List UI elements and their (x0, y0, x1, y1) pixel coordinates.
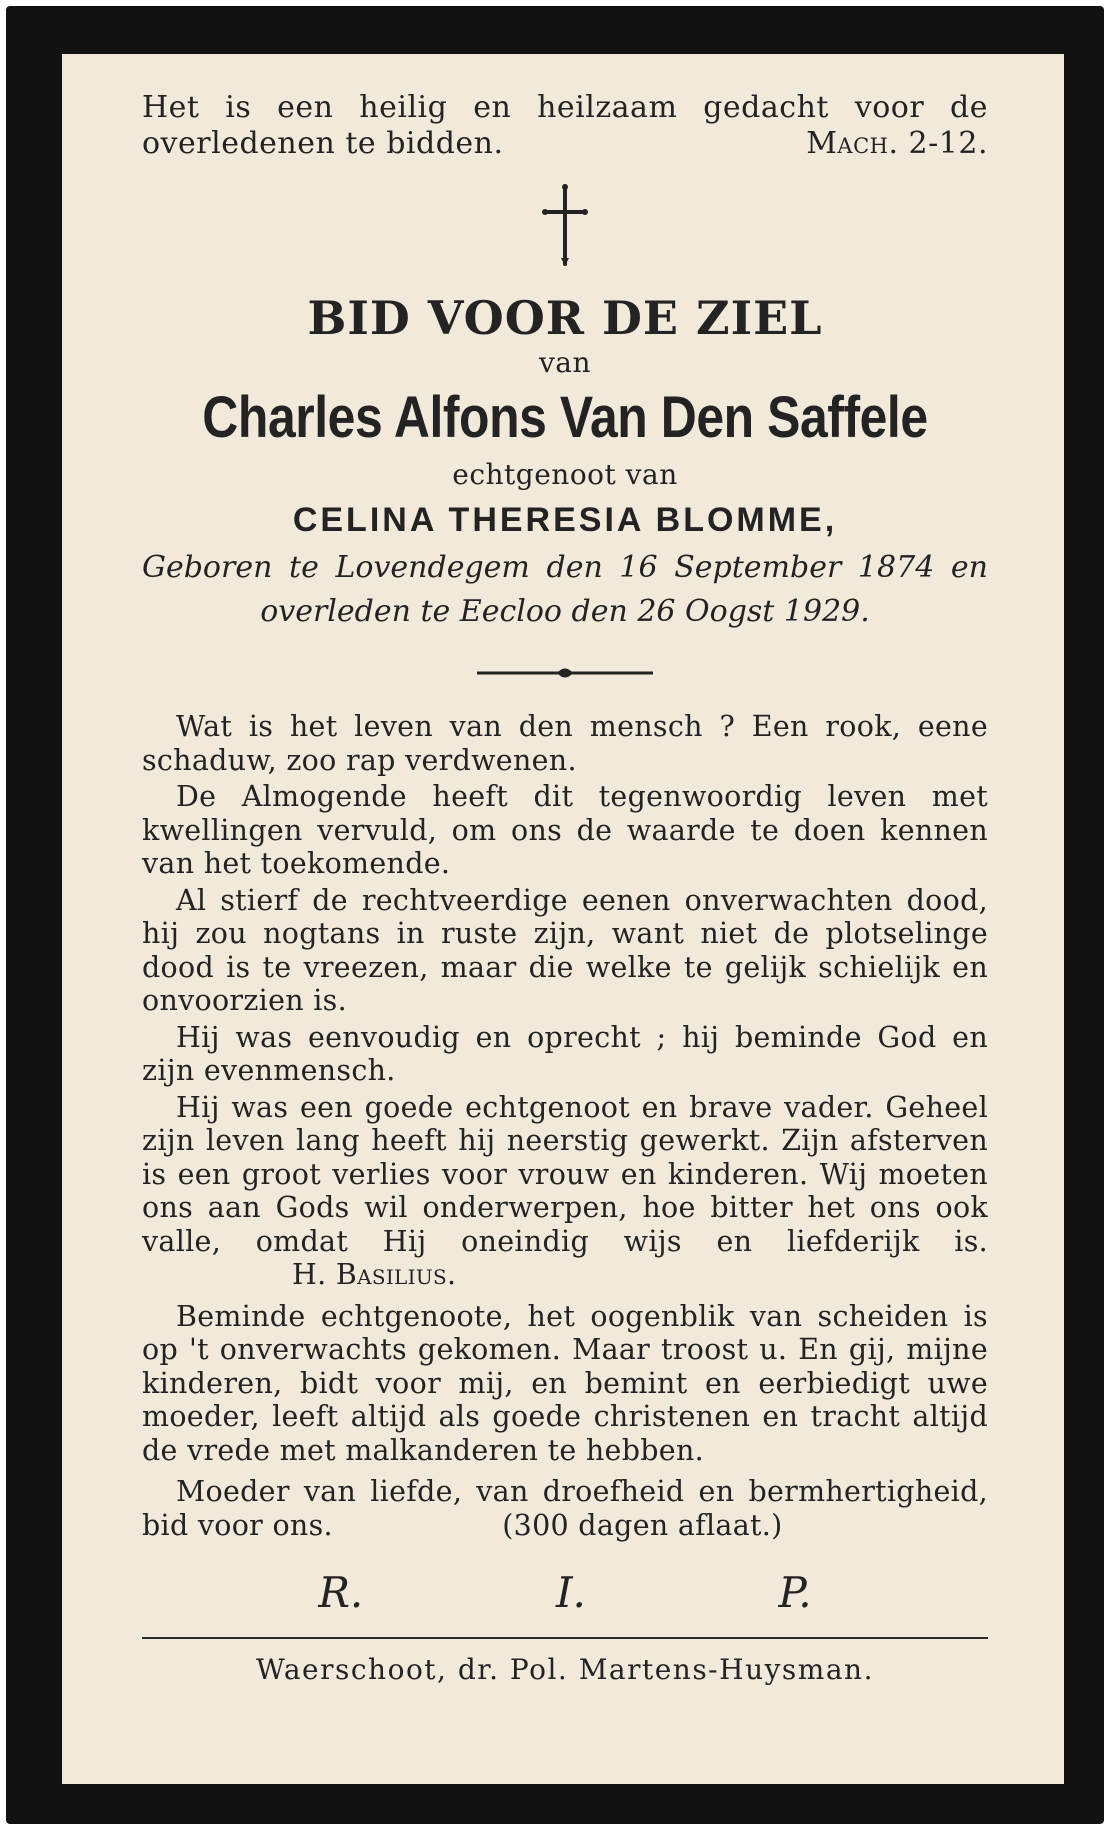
paragraph: Al stierf de rechtveerdige eenen onverwachten dood, hij zou nogtans in ruste zijn, want niet de plotselinge dood is te vreezen, maar die welke te gelijk schielijk en onvoorzien is. (142, 883, 988, 1017)
prayer-text: Moeder van liefde, van droefheid en bermhertigheid, bid voor ons. (142, 1475, 988, 1542)
epigraph-line-2-text: overledenen te bidden. (142, 126, 504, 161)
epigraph (142, 90, 988, 162)
signature: H. Basilius. (292, 1258, 457, 1291)
card-content (142, 90, 988, 1686)
prayer (142, 1475, 988, 1542)
indulgence: (300 dagen aflaat.) (502, 1508, 783, 1542)
printer-line: Waerschoot, dr. Pol. Martens-Huysman. (256, 1653, 874, 1686)
memorial-card (6, 6, 1104, 1824)
epigraph-line-2 (142, 126, 988, 162)
ornament-divider (142, 664, 988, 682)
paragraph-text: Hij was een goede echtgenoot en brave vader. Geheel zijn leven lang heeft hij neerstig gewerkt. Zijn afsterven is een groot verlies voor vrouw en kinderen. Wij moeten ons aan Gods wil onderwerpen, hoe bitter het ons ook valle, omdat Hij oneindig wijs en liefderijk is. (142, 1090, 988, 1258)
cross-icon (142, 184, 988, 266)
paragraph: Wat is het leven van den mensch ? Een rook, eene schaduw, zoo rap verdwenen. (142, 710, 988, 777)
spouse-intro: echtgenoot van (452, 458, 678, 491)
birth-death-info (142, 546, 988, 634)
rip-letters (142, 1568, 988, 1617)
rip-letter: R. (318, 1568, 364, 1617)
body-text (142, 710, 988, 1542)
epigraph-line-1: Het is een heilig en heilzaam gedacht voor de (142, 90, 988, 125)
birth-line: Geboren te Lovendegem den 16 September 1874 en (142, 550, 988, 585)
paragraph: Hij was eenvoudig en oprecht ; hij beminde God en zijn evenmensch. (142, 1020, 988, 1087)
van-label: van (538, 346, 592, 379)
paragraph: Beminde echtgenoote, het oogenblik van scheiden is op 't onverwachts gekomen. Maar troost u. En gij, mijne kinderen, bidt voor mij, en bemint en eerbiedigt uwe moeder, leeft altijd als goede christenen en tracht altijd de vrede met malkanderen te hebben. (142, 1299, 988, 1467)
epigraph-reference: Mach. 2-12. (806, 126, 988, 161)
heading: BID VOOR DE ZIEL (307, 291, 823, 345)
paragraph: De Almogende heeft dit tegenwoordig leven met kwellingen vervuld, om ons de waarde te doen kennen van het toekomende. (142, 780, 988, 880)
spouse-name: CELINA THERESIA BLOMME, (292, 501, 838, 539)
paragraph (142, 1091, 988, 1292)
death-line: overleden te Eecloo den 26 Oogst 1929. (260, 594, 870, 629)
rip-letter: I. (555, 1568, 586, 1617)
card-paper (62, 54, 1064, 1784)
divider-rule (142, 1637, 988, 1639)
deceased-name: Charles Alfons Van Den Saffele (202, 385, 928, 450)
rip-letter: P. (778, 1568, 812, 1617)
